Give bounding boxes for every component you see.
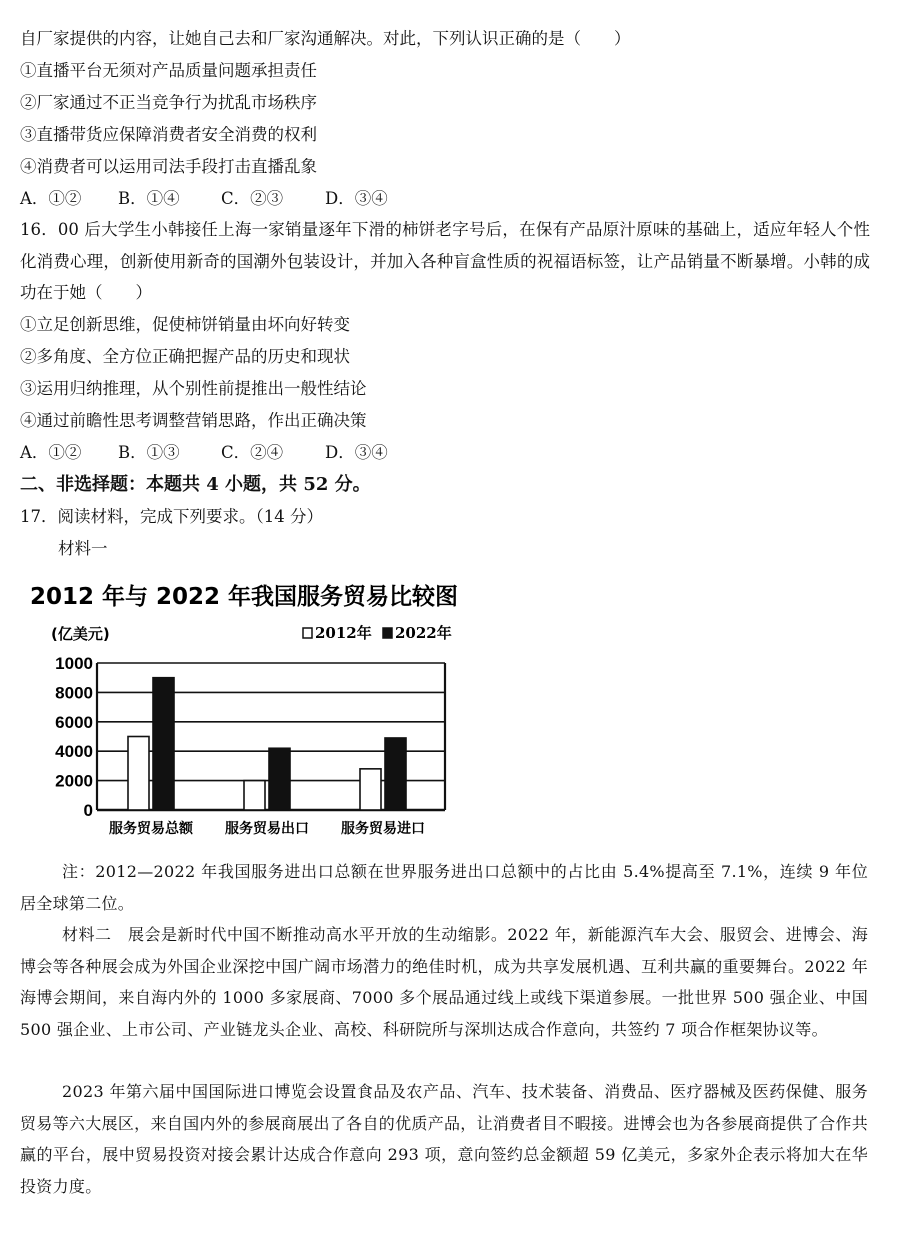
q17-stem: 17．阅读材料，完成下列要求。（14 分） bbox=[20, 507, 323, 526]
q15-item-4: ④消费者可以运用司法手段打击直播乱象 bbox=[20, 157, 317, 176]
chart-ylabel: (亿美元) bbox=[51, 625, 110, 643]
material1-label: 材料一 bbox=[58, 539, 108, 558]
q15-option-a: A．①② bbox=[20, 189, 82, 208]
q15-option-b: B．①④ bbox=[118, 189, 180, 208]
category-label: 服务贸易出口 bbox=[225, 821, 309, 837]
q16-option-d: D．③④ bbox=[325, 443, 388, 462]
q16-stem: 16．00 后大学生小韩接任上海一家销量逐年下滑的柿饼老字号后，在保有产品原汁原味的基础上，适应年轻人个性化消费心理，创新使用新奇的国潮外包装设计，并加入各种盲盒性质的祝福语标签，让产品销量不断暴增。小韩的成功在于她（ ） bbox=[20, 220, 870, 302]
q15-option-c: C．②③ bbox=[221, 189, 284, 208]
chart-categories bbox=[109, 820, 425, 837]
q16-options bbox=[20, 442, 388, 464]
legend-label: 2012年 bbox=[315, 624, 372, 642]
legend-swatch bbox=[303, 628, 312, 638]
category-label: 服务贸易总额 bbox=[109, 821, 193, 837]
q15-option-d: D．③④ bbox=[325, 189, 388, 208]
category-label: 服务贸易进口 bbox=[341, 821, 425, 837]
material3-text: 2023 年第六届中国国际进口博览会设置食品及农产品、汽车、技术装备、消费品、医疗器械及医药保健、服务贸易等六大展区，来自国内外的参展商展出了各自的优质产品，让消费者目不暇接。进博会也为各参展商提供了合作共赢的平台，展中贸易投资对接会累计达成合作意向 293 项，意向签约总金额超 59 亿美元，多家外企表示将加大在华投资力度。 bbox=[20, 1082, 868, 1196]
chart-bars bbox=[128, 678, 406, 810]
bar-2022年-服务贸易总额 bbox=[153, 678, 174, 810]
y-tick-label: 4000 bbox=[55, 742, 93, 762]
q15-item-3: ③直播带货应保障消费者安全消费的权利 bbox=[20, 125, 317, 144]
q15-stem: 自厂家提供的内容，让她自己去和厂家沟通解决。对此，下列认识正确的是（ ） bbox=[20, 29, 631, 48]
legend-label: 2022年 bbox=[395, 624, 452, 642]
chart-y-ticks bbox=[55, 654, 93, 820]
y-tick-label: 1000 bbox=[55, 654, 93, 673]
chart-note: 注：2012—2022 年我国服务进出口总额在世界服务进出口总额中的占比由 5.4%提高至 7.1%，连续 9 年位居全球第二位。 bbox=[20, 862, 868, 913]
bar-2012年-服务贸易进口 bbox=[360, 769, 381, 810]
legend-swatch bbox=[383, 628, 392, 638]
q15-options bbox=[20, 188, 388, 210]
y-tick-label: 6000 bbox=[55, 712, 93, 732]
q15-item-2: ②厂家通过不正当竞争行为扰乱市场秩序 bbox=[20, 93, 317, 112]
q16-option-b: B．①③ bbox=[118, 443, 180, 462]
bar-2012年-服务贸易总额 bbox=[128, 737, 149, 811]
chart-title: 2012 年与 2022 年我国服务贸易比较图 bbox=[30, 584, 459, 610]
y-tick-label: 2000 bbox=[55, 771, 93, 791]
y-tick-label: 8000 bbox=[55, 683, 93, 703]
chart-legend bbox=[303, 624, 452, 642]
q16-option-c: C．②④ bbox=[221, 443, 284, 462]
bar-2022年-服务贸易进口 bbox=[385, 738, 406, 810]
bar-2022年-服务贸易出口 bbox=[269, 748, 290, 810]
q16-option-a: A．①② bbox=[20, 443, 82, 462]
q16-item-3: ③运用归纳推理，从个别性前提推出一般性结论 bbox=[20, 379, 367, 398]
q16-item-1: ①立足创新思维，促使柿饼销量由坏向好转变 bbox=[20, 315, 350, 334]
q16-item-2: ②多角度、全方位正确把握产品的历史和现状 bbox=[20, 347, 350, 366]
material2-text: 材料二 展会是新时代中国不断推动高水平开放的生动缩影。2022 年，新能源汽车大会、服贸会、进博会、海博会等各种展会成为外国企业深挖中国广阔市场潜力的绝佳时机，成为共享发展机遇、互利共赢的重要舞台。2022 年海博会期间，来自海内外的 1000 多家展商、7000 多个展品通过线上或线下渠道参展。一批世界 500 强企业、中国 500 强企业、上市公司、产业链龙头企业、高校、科研院所与深圳达成合作意向，共签约 7 项合作框架协议等。 bbox=[20, 925, 868, 1039]
q15-item-1: ①直播平台无须对产品质量问题承担责任 bbox=[20, 61, 317, 80]
y-tick-label: 0 bbox=[83, 801, 93, 820]
q16-item-4: ④通过前瞻性思考调整营销思路，作出正确决策 bbox=[20, 411, 367, 430]
section-heading: 二、非选择题：本题共 4 小题，共 52 分。 bbox=[20, 474, 371, 495]
bar-2012年-服务贸易出口 bbox=[244, 781, 265, 810]
service-trade-chart bbox=[25, 573, 495, 845]
